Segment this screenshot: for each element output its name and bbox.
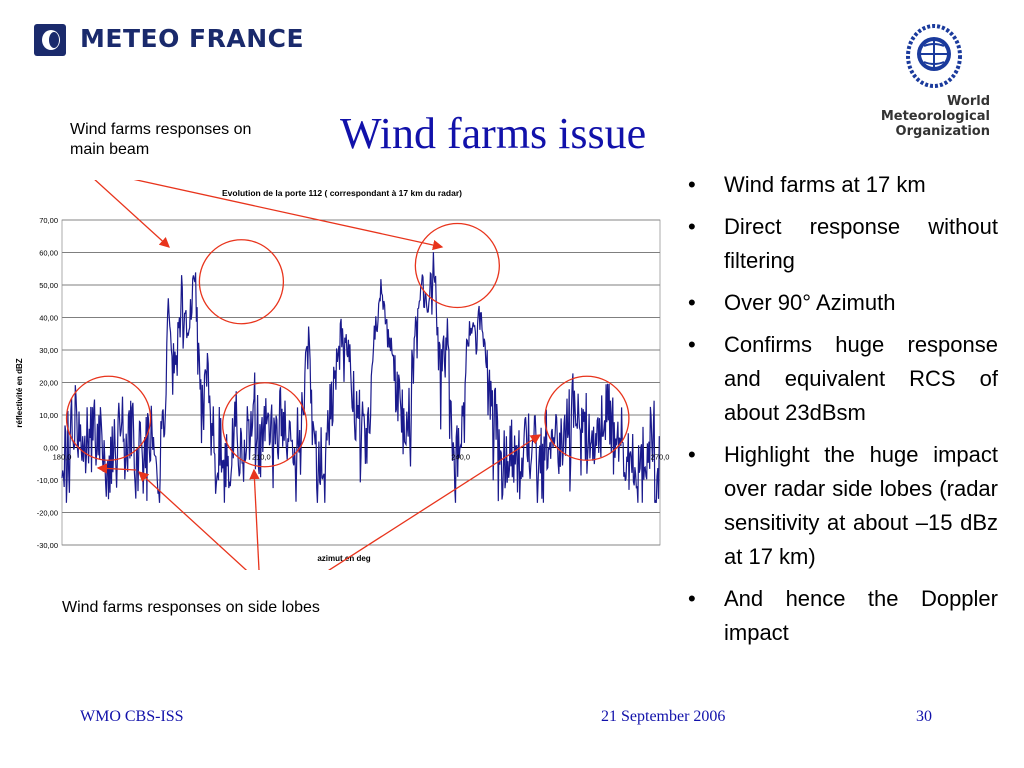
wmo-name-line: Meteorological: [880, 109, 990, 124]
chart-grid: [62, 220, 660, 545]
bullet-text: And hence the Doppler impact: [724, 586, 998, 645]
y-tick-label: 0,00: [43, 443, 58, 453]
y-tick-label: 60,00: [39, 248, 58, 258]
footer-page-number: 30: [916, 708, 932, 725]
callout-main-beam: Wind farms responses on main beam: [70, 121, 252, 158]
meteo-france-emblem-icon: [34, 24, 66, 56]
y-tick-label: 40,00: [39, 313, 58, 323]
x-tick-label: 180,0: [52, 452, 72, 462]
bullet-dot-icon: •: [688, 586, 696, 611]
reflectivity-chart: [14, 180, 674, 570]
wmo-logo: [850, 24, 995, 142]
footer-left: WMO CBS-ISS: [80, 708, 184, 725]
bullet-item: [680, 438, 998, 574]
chart-title: Evolution de la porte 112 ( correspondant à 17 km du radar): [222, 188, 462, 198]
bullet-dot-icon: •: [688, 214, 696, 239]
y-tick-label: 50,00: [39, 281, 58, 290]
x-axis-label: azimut en deg: [317, 554, 371, 563]
y-tick-label: 30,00: [39, 346, 58, 355]
y-tick-label: -20,00: [36, 508, 58, 518]
bullet-text: Highlight the huge impact over radar side lobes (radar sensitivity at about –15 dBz at 17 km): [724, 442, 998, 569]
wmo-name-line: World: [947, 94, 990, 109]
callout-arrow: [254, 470, 260, 570]
callout-arrow: [139, 472, 268, 570]
y-axis-ticks: [37, 216, 58, 550]
bullet-dot-icon: •: [688, 290, 696, 315]
meteo-france-logo-text: METEO FRANCE: [80, 24, 305, 53]
y-tick-label: 20,00: [39, 378, 58, 388]
bullet-item: [680, 286, 998, 320]
bullet-item: [680, 210, 998, 278]
wmo-name-line: Organization: [895, 124, 990, 139]
x-tick-label: 210,0: [251, 452, 271, 462]
bullet-item: [680, 328, 998, 430]
bullet-item: [680, 168, 998, 202]
meteo-france-logo: [34, 22, 304, 58]
footer-date: 21 September 2006: [601, 708, 726, 725]
callout-arrows: [82, 180, 540, 570]
bullet-dot-icon: •: [688, 332, 696, 357]
bullet-item: [680, 582, 998, 650]
slide-title: Wind farms issue: [340, 109, 647, 158]
wmo-emblem-icon: [904, 24, 964, 90]
y-tick-label: -10,00: [36, 476, 58, 485]
x-tick-label: 270,0: [650, 452, 670, 462]
bullet-dot-icon: •: [688, 442, 696, 467]
x-tick-label: 240,0: [451, 452, 471, 462]
bullet-text: Wind farms at 17 km: [724, 172, 926, 197]
y-tick-label: 70,00: [39, 216, 58, 225]
bullet-list: [680, 168, 998, 658]
bullet-text: Direct response without filtering: [724, 214, 998, 273]
wmo-name: [850, 94, 990, 139]
callout-arrow: [82, 180, 169, 247]
callout-side-lobes: Wind farms responses on side lobes: [62, 599, 320, 616]
bullet-text: Over 90° Azimuth: [724, 290, 896, 315]
y-tick-label: 10,00: [39, 411, 58, 420]
bullet-text: Confirms huge response and equivalent RCS of about 23dBsm: [724, 332, 998, 425]
y-axis-label: réflectivité en dBZ: [15, 358, 24, 428]
y-tick-label: -30,00: [36, 541, 58, 550]
series-line: [62, 252, 659, 503]
highlight-circle: [415, 224, 499, 308]
bullet-dot-icon: •: [688, 172, 696, 197]
